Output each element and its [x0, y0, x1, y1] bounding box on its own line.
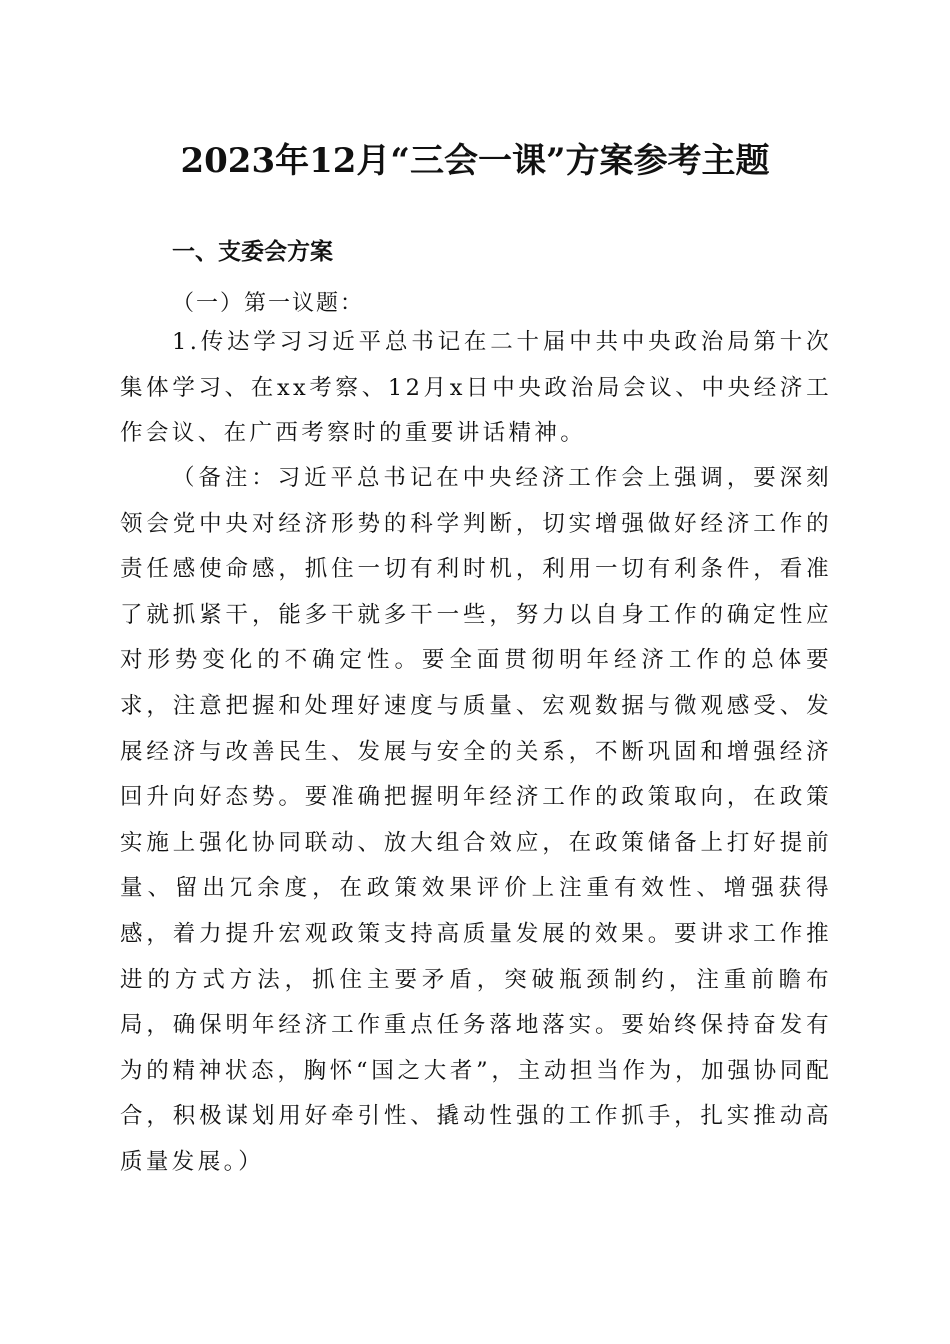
note-paragraph: （备注：习近平总书记在中央经济工作会上强调，要深刻领会党中央对经济形势的科学判断，切实增强做好经济工作的责任感使命感，抓住一切有利时机，利用一切有利条件，看准了就抓紧干，能多干就多干一些，努力以自身工作的确定性应对形势变化的不确定性。要全面贯彻明年经济工作的总体要求，注意把握和处理好速度与质量、宏观数据与微观感受、发展经济与改善民生、发展与安全的关系，不断巩固和增强经济回升向好态势。要准确把握明年经济工作的政策取向，在政策实施上强化协同联动、放大组合效应，在政策储备上打好提前量、留出冗余度，在政策效果评价上注重有效性、增强获得感，着力提升宏观政策支持高质量发展的效果。要讲求工作推进的方式方法，抓住主要矛盾，突破瓶颈制约，注重前瞻布局，确保明年经济工作重点任务落地落实。要始终保持奋发有为的精神状态，胸怀“国之大者”，主动担当作为，加强协同配合，积极谋划用好牵引性、撬动性强的工作抓手，扎实推动高质量发展。）: [120, 465, 832, 1175]
section-heading: 一、支委会方案: [172, 239, 333, 265]
document-title: 2023年12月“三会一课”方案参考主题: [180, 141, 770, 181]
sub-heading: （一）第一议题：: [172, 291, 365, 316]
agenda-item-paragraph: 1.传达学习习近平总书记在二十届中共中央政治局第十次集体学习、在xx考察、12月x日中央政治局会议、中央经济工作会议、在广西考察时的重要讲话精神。: [120, 329, 832, 447]
